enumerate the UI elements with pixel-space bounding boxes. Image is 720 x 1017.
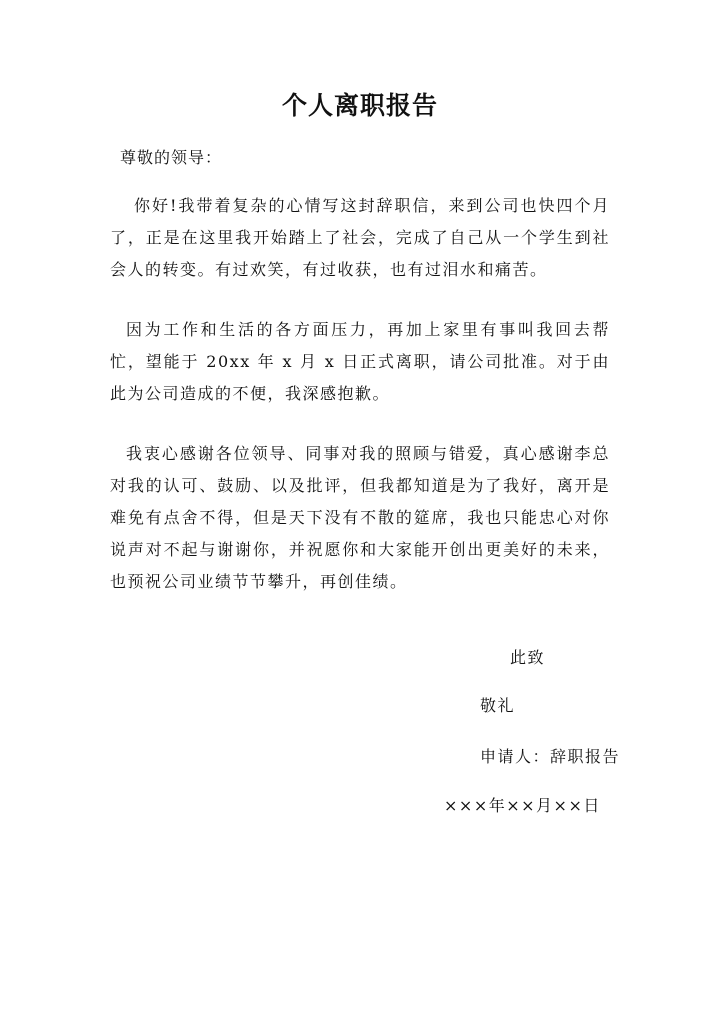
paragraph-thanks: 我衷心感谢各位领导、同事对我的照顾与错爱，真心感谢李总对我的认可、鼓励、以及批评，但我都知道是为了我好，离开是难免有点舍不得，但是天下没有不散的筵席，我也只能忠心对你说声对不起与谢谢你，并祝愿你和大家能开创出更美好的未来，也预祝公司业绩节节攀升，再创佳绩。 — [110, 444, 610, 591]
signature-date: ×××年××月××日 — [444, 796, 601, 815]
paragraph-reason: 因为工作和生活的各方面压力，再加上家里有事叫我回去帮忙，望能于 20xx 年 x 月 x 日正式离职，请公司批准。对于由此为公司造成的不便，我深感抱歉。 — [110, 320, 610, 403]
salutation: 尊敬的领导： — [120, 148, 223, 167]
closing-regards-1: 此致 — [510, 648, 546, 667]
applicant-signature: 申请人：辞职报告 — [480, 747, 621, 766]
paragraph-greeting: 你好!我带着复杂的心情写这封辞职信，来到公司也快四个月了，正是在这里我开始踏上了社会，完成了自己从一个学生到社会人的转变。有过欢笑，有过收获，也有过泪水和痛苦。 — [110, 196, 610, 279]
closing-regards-2: 敬礼 — [480, 696, 516, 715]
document-title: 个人离职报告 — [281, 91, 438, 120]
